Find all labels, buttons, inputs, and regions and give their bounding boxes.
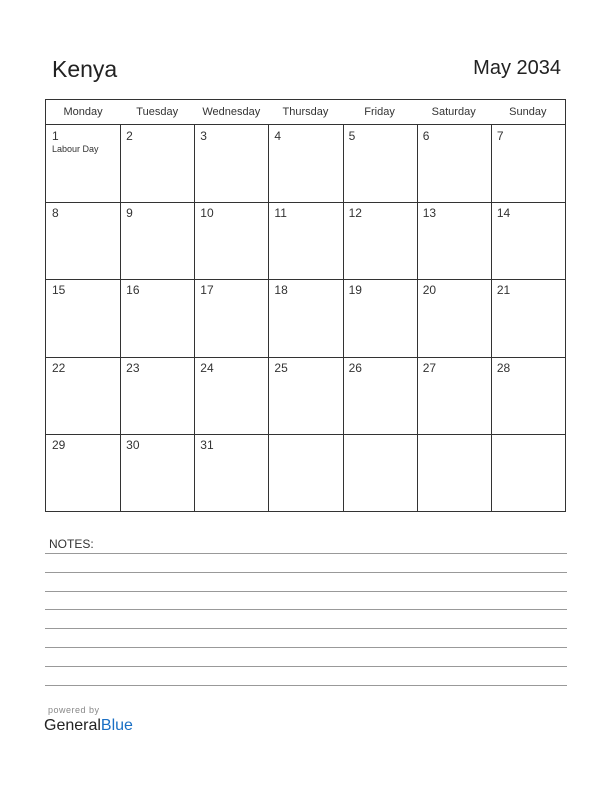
day-number: 10 <box>200 206 214 221</box>
weekday-thursday: Thursday <box>282 106 329 118</box>
weekday-tuesday: Tuesday <box>136 106 179 118</box>
day-cell <box>194 357 268 434</box>
day-number: 3 <box>200 129 207 143</box>
notes-line <box>45 647 567 648</box>
grid-column-divider <box>417 125 418 511</box>
grid-column-divider <box>120 125 121 511</box>
day-number: 14 <box>496 206 511 221</box>
day-cell <box>343 434 417 511</box>
day-number: 29 <box>52 437 66 452</box>
day-cell <box>120 202 194 279</box>
grid-row-divider <box>46 202 565 203</box>
day-cell <box>417 202 491 279</box>
grid-column-divider <box>194 125 195 511</box>
day-cell <box>491 279 565 356</box>
day-number: 18 <box>274 283 288 298</box>
day-number: 9 <box>126 206 133 221</box>
day-cell <box>343 202 417 279</box>
day-number: 8 <box>52 206 59 221</box>
grid-column-divider <box>491 125 492 511</box>
day-number: 22 <box>52 360 66 375</box>
notes-line <box>45 591 567 592</box>
day-cell <box>194 202 268 279</box>
day-number: 4 <box>274 129 282 143</box>
weekday-header <box>46 100 565 125</box>
day-number: 12 <box>348 206 362 221</box>
notes-line <box>45 572 567 573</box>
notes-line <box>45 666 567 667</box>
brand-logo <box>44 717 133 735</box>
grid-row-divider <box>46 357 565 358</box>
day-number: 30 <box>126 437 140 452</box>
weekday-monday: Monday <box>63 106 103 118</box>
day-number: 23 <box>126 360 140 375</box>
day-number: 15 <box>52 283 66 298</box>
day-number: 17 <box>200 283 214 298</box>
day-cell <box>46 125 120 202</box>
day-cell <box>268 279 342 356</box>
weekday-friday: Friday <box>364 106 395 118</box>
brand-general: General <box>44 717 101 734</box>
grid-column-divider <box>268 125 269 511</box>
day-cell <box>46 279 120 356</box>
day-number: 31 <box>200 437 214 452</box>
day-number: 1 <box>52 129 59 143</box>
day-cell <box>268 125 342 202</box>
notes-line <box>45 685 567 686</box>
day-cell <box>120 125 194 202</box>
day-cell <box>491 202 565 279</box>
grid-column-divider <box>343 125 344 511</box>
day-cell <box>491 434 565 511</box>
day-cell <box>194 125 268 202</box>
day-number: 20 <box>422 283 437 298</box>
country-title: Kenya <box>52 56 118 82</box>
day-number: 13 <box>422 206 437 221</box>
day-cell <box>268 357 342 434</box>
calendar-grid <box>45 99 566 512</box>
notes-line <box>45 609 567 610</box>
day-cell <box>120 279 194 356</box>
day-cell <box>194 434 268 511</box>
day-number: 19 <box>348 283 362 298</box>
day-number: 24 <box>200 360 214 375</box>
day-cell <box>120 434 194 511</box>
weekday-wednesday: Wednesday <box>202 106 261 118</box>
day-cell <box>491 357 565 434</box>
day-number: 6 <box>422 129 430 143</box>
powered-by-text: powered by <box>48 705 100 715</box>
weekday-sunday: Sunday <box>509 106 547 118</box>
day-number: 21 <box>496 283 511 298</box>
notes-line <box>45 553 567 554</box>
grid-row-divider <box>46 279 565 280</box>
day-cell <box>417 357 491 434</box>
day-number: 11 <box>274 206 287 221</box>
day-cell <box>343 125 417 202</box>
day-number: 26 <box>348 360 362 375</box>
day-cell <box>46 202 120 279</box>
day-cell <box>343 279 417 356</box>
day-number: 16 <box>126 283 140 298</box>
day-number: 27 <box>422 360 437 375</box>
day-cell <box>417 434 491 511</box>
day-cell <box>268 434 342 511</box>
weekday-saturday: Saturday <box>431 106 476 118</box>
day-grid <box>46 125 565 511</box>
grid-row-divider <box>46 434 565 435</box>
day-cell <box>268 202 342 279</box>
holiday-label: Labour Day <box>52 144 99 154</box>
day-cell <box>46 357 120 434</box>
day-cell <box>417 279 491 356</box>
day-number: 25 <box>274 360 288 375</box>
day-number: 2 <box>126 129 133 143</box>
month-title: May 2034 <box>473 57 561 79</box>
brand-blue: Blue <box>100 717 133 734</box>
day-cell <box>417 125 491 202</box>
day-cell <box>46 434 120 511</box>
notes-label: NOTES: <box>49 537 94 551</box>
day-cell <box>491 125 565 202</box>
day-cell <box>120 357 194 434</box>
day-number: 7 <box>496 129 504 143</box>
day-number: 5 <box>348 129 356 143</box>
notes-line <box>45 628 567 629</box>
day-cell <box>343 357 417 434</box>
day-cell <box>194 279 268 356</box>
day-number: 28 <box>496 360 511 375</box>
